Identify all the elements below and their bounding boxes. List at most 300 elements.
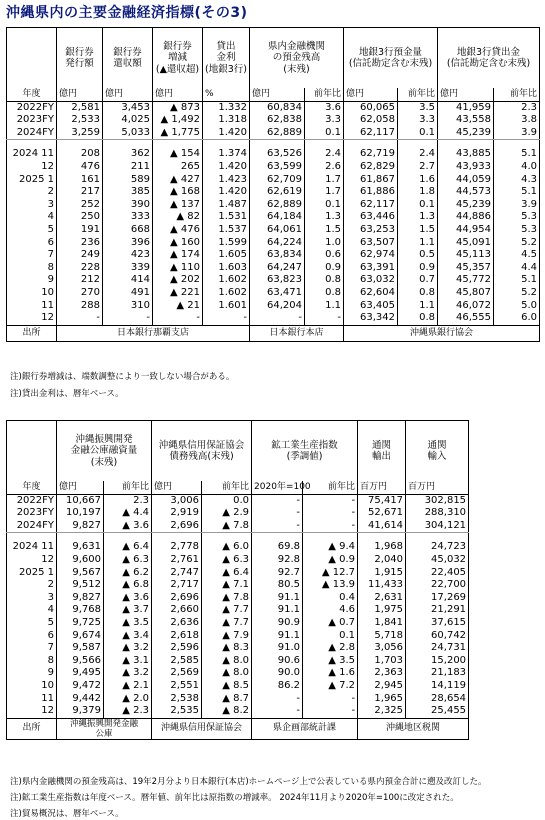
table-cell: ▲ 3.1: [104, 655, 152, 668]
table-cell: 46,555: [438, 312, 494, 325]
table-cell: 161: [57, 174, 103, 187]
table-cell: 62,619: [250, 186, 305, 199]
table-cell: 45,032: [406, 554, 469, 567]
table-cell: ▲ 7.8: [202, 592, 252, 605]
table-cell: 10,667: [57, 494, 104, 507]
table-row: [7, 494, 469, 507]
table-cell: ▲ 6.4: [202, 567, 252, 580]
row-label: 8: [7, 655, 57, 668]
table-cell: 1.605: [203, 249, 250, 262]
table-cell: [344, 140, 398, 149]
row-label: 2025 1: [7, 567, 57, 580]
table-cell: 310: [103, 300, 153, 313]
source-cell: 県企画部統計課: [252, 718, 358, 739]
unit-cell: 前年比: [494, 88, 540, 101]
table-cell: 0.1: [303, 630, 358, 643]
table-row: [7, 300, 540, 313]
table-cell: 0.9: [305, 262, 344, 275]
table-cell: [252, 533, 303, 542]
table-cell: 24,723: [406, 541, 469, 554]
table-cell: 41,614: [358, 520, 406, 533]
table-cell: 211: [103, 161, 153, 174]
table-cell: 302,815: [406, 494, 469, 507]
table-cell: 5.1: [494, 274, 540, 287]
table-cell: 0.8: [398, 312, 438, 325]
row-label: 2022FY: [7, 494, 57, 507]
table-cell: 2,696: [152, 520, 202, 533]
table-cell: 2,945: [358, 680, 406, 693]
row-label: 2: [7, 579, 57, 592]
table-cell: ▲ 8.3: [202, 642, 252, 655]
table-cell: 11,433: [358, 579, 406, 592]
table-cell: 2,696: [152, 592, 202, 605]
table-body: [7, 494, 469, 718]
row-label: 11: [7, 300, 57, 313]
table-cell: [153, 140, 203, 149]
header-corner: [7, 421, 57, 482]
row-label: [7, 533, 57, 542]
col-header: 通関 輸出: [358, 421, 406, 482]
table-cell: 4.0: [494, 161, 540, 174]
table-cell: 212: [57, 274, 103, 287]
table-cell: 9,472: [57, 680, 104, 693]
table-cell: -: [303, 494, 358, 507]
source-cell: 沖縄地区税関: [358, 718, 469, 739]
col-header: 県内金融機関 の預金残高 (末残): [250, 28, 344, 89]
row-label: 9: [7, 274, 57, 287]
table-cell: 1,968: [358, 541, 406, 554]
table-cell: 62,117: [344, 199, 398, 212]
table-cell: -: [252, 693, 303, 706]
table-cell: ▲ 4.4: [104, 507, 152, 520]
table-cell: 9,674: [57, 630, 104, 643]
col-header: 地銀3行預金量 (信託勘定含む末残): [344, 28, 438, 89]
table-cell: ▲ 7.7: [202, 604, 252, 617]
table-cell: ▲ 7.8: [202, 520, 252, 533]
table-cell: 5.0: [494, 300, 540, 313]
table-cell: 62,117: [344, 127, 398, 140]
table-cell: 1.318: [203, 114, 250, 127]
row-label: 4: [7, 604, 57, 617]
table-cell: 63,446: [344, 211, 398, 224]
row-label: 2024FY: [7, 520, 57, 533]
table-cell: 64,061: [250, 224, 305, 237]
table-cell: 2,618: [152, 630, 202, 643]
table-cell: 91.1: [252, 630, 303, 643]
table-cell: 5.3: [494, 224, 540, 237]
table-row: [7, 224, 540, 237]
table-cell: 491: [103, 287, 153, 300]
table-cell: 1.1: [398, 300, 438, 313]
table-row: [7, 127, 540, 140]
table-cell: 52,671: [358, 507, 406, 520]
table-cell: 3,259: [57, 127, 103, 140]
table-cell: 3,006: [152, 494, 202, 507]
table-cell: 2,040: [358, 554, 406, 567]
table-cell: ▲ 3.5: [104, 617, 152, 630]
row-label: 11: [7, 693, 57, 706]
table-row: [7, 287, 540, 300]
table-row: [7, 211, 540, 224]
table-cell: -: [303, 520, 358, 533]
table-cell: 2,761: [152, 554, 202, 567]
table-cell: -: [203, 312, 250, 325]
row-label: 2023FY: [7, 507, 57, 520]
table-cell: 9,600: [57, 554, 104, 567]
table-cell: ▲ 2.8: [303, 642, 358, 655]
table-cell: ▲ 3.2: [104, 642, 152, 655]
table-cell: 9,442: [57, 693, 104, 706]
table-cell: 2,919: [152, 507, 202, 520]
table-cell: 270: [57, 287, 103, 300]
table-cell: 2.7: [398, 161, 438, 174]
unit-cell: 億円: [152, 481, 202, 494]
table-cell: ▲ 6.3: [104, 554, 152, 567]
unit-cell: 年度: [7, 481, 57, 494]
table-cell: 9,512: [57, 579, 104, 592]
table-cell: 385: [103, 186, 153, 199]
table-cell: ▲ 168: [153, 186, 203, 199]
source-label: 出所: [7, 325, 57, 341]
table-cell: ▲ 6.8: [104, 579, 152, 592]
table2-note: 注)鉱工業生産指数は年度ベース。暦年値、前年比は原指数の増減率。 2024年11月より2020年=100に改定された。: [10, 793, 459, 803]
table-cell: 362: [103, 148, 153, 161]
table-cell: 60,742: [406, 630, 469, 643]
table-cell: ▲ 0.7: [303, 617, 358, 630]
source-cell: 沖縄県銀行協会: [344, 325, 540, 341]
table-cell: ▲ 8.7: [202, 693, 252, 706]
table-cell: 37,615: [406, 617, 469, 630]
table-cell: [202, 533, 252, 542]
table-cell: 80.5: [252, 579, 303, 592]
table-cell: 45,239: [438, 199, 494, 212]
table-cell: ▲ 6.3: [202, 554, 252, 567]
table-cell: 4.3: [494, 174, 540, 187]
table-cell: 2,581: [57, 101, 103, 114]
table-row: [7, 533, 469, 542]
table-cell: [104, 533, 152, 542]
table-cell: 92.7: [252, 567, 303, 580]
table-cell: -: [252, 507, 303, 520]
table-cell: 90.6: [252, 655, 303, 668]
source-cell: 沖縄振興開発金融 公庫: [57, 718, 152, 739]
table-row: [7, 680, 469, 693]
table-cell: -: [103, 312, 153, 325]
table-cell: 252: [57, 199, 103, 212]
table-cell: 2,747: [152, 567, 202, 580]
table-cell: -: [305, 312, 344, 325]
table-cell: ▲ 7.2: [303, 680, 358, 693]
table-cell: 288: [57, 300, 103, 313]
table-cell: ▲ 13.9: [303, 579, 358, 592]
table-cell: 43,558: [438, 114, 494, 127]
table-cell: 63,032: [344, 274, 398, 287]
table-cell: -: [303, 705, 358, 718]
table-cell: [103, 140, 153, 149]
table-cell: 63,823: [250, 274, 305, 287]
row-label: 12: [7, 705, 57, 718]
col-header: 銀行券 増減 (▲還収超): [153, 28, 203, 89]
table-cell: 44,059: [438, 174, 494, 187]
row-label: 2: [7, 186, 57, 199]
table-cell: ▲ 2.9: [202, 507, 252, 520]
table-cell: ▲ 8.0: [202, 655, 252, 668]
table-cell: 4,025: [103, 114, 153, 127]
table-row: [7, 693, 469, 706]
table-cell: 0.1: [398, 199, 438, 212]
table-cell: 22,700: [406, 579, 469, 592]
table-cell: 2,636: [152, 617, 202, 630]
source-cell: 沖縄県信用保証協会: [152, 718, 252, 739]
table-cell: [494, 140, 540, 149]
table-cell: 2.3: [494, 101, 540, 114]
table-cell: [358, 533, 406, 542]
table-cell: ▲ 154: [153, 148, 203, 161]
col-header: 銀行券 発行額: [57, 28, 103, 89]
table-cell: 1.602: [203, 287, 250, 300]
table-cell: 396: [103, 237, 153, 250]
row-label: 3: [7, 199, 57, 212]
table-row: [7, 592, 469, 605]
table-cell: 64,247: [250, 262, 305, 275]
table-cell: ▲ 2.0: [104, 693, 152, 706]
unit-cell: %: [203, 88, 250, 101]
row-label: 2022FY: [7, 101, 57, 114]
unit-cell: 億円: [103, 88, 153, 101]
table-cell: -: [303, 693, 358, 706]
table-cell: 91.0: [252, 642, 303, 655]
table-cell: 1.6: [398, 174, 438, 187]
table-cell: 62,829: [344, 161, 398, 174]
table-cell: 2.4: [398, 148, 438, 161]
table-cell: 4.6: [303, 604, 358, 617]
table-cell: 1.531: [203, 211, 250, 224]
table-cell: ▲ 21: [153, 300, 203, 313]
table-cell: 1.420: [203, 186, 250, 199]
table-cell: ▲ 202: [153, 274, 203, 287]
table-cell: 0.8: [398, 287, 438, 300]
table-cell: ▲ 82: [153, 211, 203, 224]
table-cell: 90.9: [252, 617, 303, 630]
table-cell: ▲ 3.4: [104, 630, 152, 643]
page-title: 沖縄県内の主要金融経済指標(その3): [6, 5, 248, 21]
table-cell: 3.3: [305, 114, 344, 127]
table1-note: 注)銀行券増減は、端数調整により一致しない場合がある。: [10, 372, 235, 382]
table-cell: 60,065: [344, 101, 398, 114]
table-cell: ▲ 6.4: [104, 541, 152, 554]
table-cell: 2,533: [57, 114, 103, 127]
table-row: [7, 262, 540, 275]
table-cell: ▲ 174: [153, 249, 203, 262]
table-cell: 3.5: [398, 101, 438, 114]
table-row: [7, 705, 469, 718]
table-cell: 28,654: [406, 693, 469, 706]
table-cell: 63,526: [250, 148, 305, 161]
source-row: [7, 325, 540, 341]
table-cell: 414: [103, 274, 153, 287]
unit-cell: 前年比: [202, 481, 252, 494]
table-row: [7, 174, 540, 187]
unit-row: [7, 481, 469, 494]
table-cell: 1.1: [305, 300, 344, 313]
table-cell: 0.0: [202, 494, 252, 507]
table-cell: ▲ 3.5: [303, 655, 358, 668]
table-cell: 9,566: [57, 655, 104, 668]
table-cell: [406, 533, 469, 542]
table-row: [7, 199, 540, 212]
table-cell: 9,567: [57, 567, 104, 580]
table1-note: 注)貸出金利は、暦年ベース。: [10, 389, 124, 399]
table-row: [7, 630, 469, 643]
table-cell: 1.7: [305, 174, 344, 187]
table-row: [7, 186, 540, 199]
table-row: [7, 140, 540, 149]
unit-cell: 百万円: [358, 481, 406, 494]
table-cell: ▲ 8.2: [202, 705, 252, 718]
table-cell: ▲ 7.1: [202, 579, 252, 592]
table-cell: 45,807: [438, 287, 494, 300]
row-label: 3: [7, 592, 57, 605]
table-cell: 41,959: [438, 101, 494, 114]
table-cell: 3.9: [494, 127, 540, 140]
table-cell: 1.332: [203, 101, 250, 114]
table-row: [7, 567, 469, 580]
table-cell: 22,405: [406, 567, 469, 580]
row-label: 5: [7, 224, 57, 237]
table-cell: 476: [57, 161, 103, 174]
table-cell: 6.0: [494, 312, 540, 325]
table-cell: 1.423: [203, 174, 250, 187]
table-row: [7, 312, 540, 325]
table-cell: ▲ 476: [153, 224, 203, 237]
table-cell: 63,253: [344, 224, 398, 237]
table-cell: [57, 140, 103, 149]
table-cell: 91.1: [252, 604, 303, 617]
table-cell: ▲ 0.9: [303, 554, 358, 567]
col-header: 沖縄振興開発 金融公庫融資量 (末残): [57, 421, 152, 482]
table-row: [7, 274, 540, 287]
financial-indicators-table: [6, 27, 540, 342]
table-cell: ▲ 1,775: [153, 127, 203, 140]
table-cell: 61,886: [344, 186, 398, 199]
table-cell: 2.6: [305, 161, 344, 174]
unit-cell: 2020年=100: [252, 481, 303, 494]
row-label: 8: [7, 262, 57, 275]
row-label: 5: [7, 617, 57, 630]
row-label: 2024 11: [7, 541, 57, 554]
unit-cell: 億円: [57, 88, 103, 101]
source-cell: 日本銀行本店: [250, 325, 344, 341]
table-cell: ▲ 110: [153, 262, 203, 275]
table-cell: 92.8: [252, 554, 303, 567]
table-cell: 5.1: [494, 148, 540, 161]
table-cell: 9,725: [57, 617, 104, 630]
row-label: [7, 140, 57, 149]
table-cell: 2,717: [152, 579, 202, 592]
table-row: [7, 554, 469, 567]
table-row: [7, 604, 469, 617]
table-cell: 3.6: [305, 101, 344, 114]
table-cell: 45,357: [438, 262, 494, 275]
table-cell: 63,599: [250, 161, 305, 174]
table-cell: 390: [103, 199, 153, 212]
table-cell: 0.1: [305, 199, 344, 212]
table-cell: 43,933: [438, 161, 494, 174]
table-cell: 1.602: [203, 274, 250, 287]
table-cell: 2,569: [152, 667, 202, 680]
table-cell: 5.1: [494, 186, 540, 199]
table-cell: 1.537: [203, 224, 250, 237]
table-cell: -: [252, 494, 303, 507]
unit-cell: 前年比: [303, 481, 358, 494]
table-cell: 3.8: [494, 114, 540, 127]
table-cell: 62,719: [344, 148, 398, 161]
table-cell: 63,391: [344, 262, 398, 275]
table-cell: 62,709: [250, 174, 305, 187]
table-cell: ▲ 221: [153, 287, 203, 300]
table-cell: ▲ 7.7: [202, 617, 252, 630]
table-cell: ▲ 8.5: [202, 680, 252, 693]
table-cell: 1.603: [203, 262, 250, 275]
table-cell: 191: [57, 224, 103, 237]
table-cell: 9,587: [57, 642, 104, 655]
table-cell: 0.5: [398, 249, 438, 262]
table-cell: 62,838: [250, 114, 305, 127]
row-label: 7: [7, 642, 57, 655]
table-cell: ▲ 3.6: [104, 520, 152, 533]
table-cell: ▲ 3.7: [104, 604, 152, 617]
table-cell: 61,867: [344, 174, 398, 187]
table-cell: 304,121: [406, 520, 469, 533]
table-cell: ▲ 3.6: [104, 592, 152, 605]
table-cell: 21,291: [406, 604, 469, 617]
row-label: 10: [7, 680, 57, 693]
unit-cell: 年度: [7, 88, 57, 101]
table-cell: 62,889: [250, 199, 305, 212]
table-cell: 5.2: [494, 237, 540, 250]
table-cell: 17,269: [406, 592, 469, 605]
col-header: 鉱工業生産指数 (季調値): [252, 421, 358, 482]
unit-cell: 前年比: [104, 481, 152, 494]
table-cell: 2,778: [152, 541, 202, 554]
table-cell: 63,507: [344, 237, 398, 250]
table-cell: 1,975: [358, 604, 406, 617]
table-cell: 1.420: [203, 127, 250, 140]
table-cell: ▲ 2.1: [104, 680, 152, 693]
table-cell: ▲ 3.2: [104, 667, 152, 680]
table-cell: 265: [153, 161, 203, 174]
table-cell: 64,224: [250, 237, 305, 250]
table-cell: 1,965: [358, 693, 406, 706]
table-cell: 63,342: [344, 312, 398, 325]
table-cell: 1.599: [203, 237, 250, 250]
table-cell: ▲ 9.4: [303, 541, 358, 554]
table-cell: 62,889: [250, 127, 305, 140]
table-cell: 86.2: [252, 680, 303, 693]
table-cell: 25,455: [406, 705, 469, 718]
table2-note: 注)貿易概況は、暦年ベース。: [10, 809, 124, 819]
col-header: 通関 輸入: [406, 421, 469, 482]
table-cell: -: [153, 312, 203, 325]
table-cell: -: [303, 507, 358, 520]
row-label: 4: [7, 211, 57, 224]
table-cell: 9,495: [57, 667, 104, 680]
table-cell: [305, 140, 344, 149]
table-cell: 2,585: [152, 655, 202, 668]
unit-cell: 億円: [57, 481, 104, 494]
table-cell: 2,631: [358, 592, 406, 605]
table-cell: 3.3: [398, 114, 438, 127]
